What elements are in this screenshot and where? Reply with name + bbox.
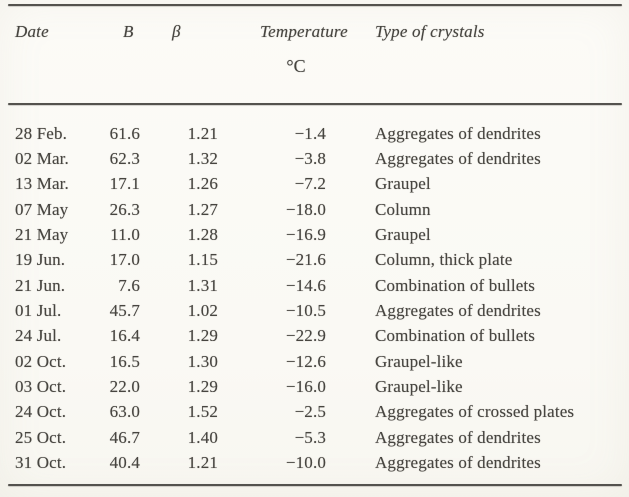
- crystal-type-cell: Column, thick plate: [375, 250, 513, 270]
- table-row: [0, 197, 629, 222]
- date-cell: 01 Jul.: [15, 300, 62, 320]
- date-cell: 02 Mar.: [15, 148, 69, 168]
- table-row: [0, 374, 629, 399]
- temperature-cell: −3.8: [294, 148, 326, 168]
- column-header-type-of-crystals: Type of crystals: [375, 22, 485, 41]
- table-row: [0, 323, 629, 348]
- temperature-cell: −1.4: [294, 123, 326, 143]
- table-row: [0, 450, 629, 475]
- beta-cell: 1.21: [187, 123, 218, 143]
- beta-cell: 1.30: [187, 351, 218, 371]
- table-row: [0, 146, 629, 171]
- crystal-type-cell: Aggregates of dendrites: [375, 148, 541, 168]
- beta-cell: 1.32: [187, 148, 218, 168]
- date-cell: 21 May: [15, 224, 69, 244]
- spacer-cell: [326, 247, 375, 272]
- date-cell: 31 Oct.: [15, 452, 67, 472]
- table-top-rule: [8, 4, 622, 6]
- b-cell: 46.7: [109, 427, 140, 447]
- temperature-cell: −16.9: [285, 224, 326, 244]
- table-row: [0, 399, 629, 424]
- crystal-type-cell: Aggregates of dendrites: [375, 452, 541, 472]
- date-cell: 19 Jun.: [15, 250, 66, 270]
- b-cell: 11.0: [110, 224, 140, 244]
- crystal-type-cell: Aggregates of dendrites: [375, 300, 541, 320]
- table-header-rule: [8, 103, 622, 105]
- table-body: [0, 121, 629, 476]
- b-cell: 17.1: [109, 174, 140, 194]
- table-row: [0, 121, 629, 146]
- table-row: [0, 247, 629, 272]
- spacer-cell: [326, 450, 375, 475]
- column-header-beta: β: [172, 22, 181, 41]
- temperature-unit-label: °C: [286, 56, 306, 76]
- spacer-cell: [326, 222, 375, 247]
- b-cell: 40.4: [109, 452, 140, 472]
- date-cell: 03 Oct.: [15, 376, 67, 396]
- beta-cell: 1.26: [187, 174, 218, 194]
- table-row: [0, 298, 629, 323]
- spacer-cell: [326, 374, 375, 399]
- crystal-type-cell: Column: [375, 199, 431, 219]
- temperature-cell: −14.6: [285, 275, 326, 295]
- crystal-type-cell: Combination of bullets: [375, 326, 536, 346]
- spacer-cell: [326, 146, 375, 171]
- crystal-type-cell: Graupel-like: [375, 351, 463, 371]
- spacer-cell: [326, 171, 375, 196]
- beta-cell: 1.28: [187, 224, 218, 244]
- crystal-type-cell: Graupel: [375, 224, 431, 244]
- b-cell: 7.6: [118, 275, 140, 295]
- b-cell: 63.0: [109, 402, 140, 422]
- crystal-type-cell: Aggregates of crossed plates: [375, 402, 575, 422]
- b-cell: 45.7: [109, 300, 140, 320]
- spacer-cell: [326, 399, 375, 424]
- beta-cell: 1.15: [187, 250, 218, 270]
- beta-cell: 1.40: [187, 427, 218, 447]
- table-row: [0, 425, 629, 450]
- table-bottom-rule: [8, 484, 622, 486]
- b-cell: 22.0: [109, 376, 140, 396]
- temperature-cell: −16.0: [285, 376, 326, 396]
- table-row: [0, 222, 629, 247]
- temperature-cell: −21.6: [285, 250, 326, 270]
- beta-cell: 1.31: [187, 275, 218, 295]
- b-cell: 16.5: [109, 351, 140, 371]
- temperature-cell: −10.0: [285, 452, 326, 472]
- date-cell: 25 Oct.: [15, 427, 67, 447]
- b-cell: 26.3: [109, 199, 140, 219]
- date-cell: 02 Oct.: [15, 351, 67, 371]
- spacer-cell: [326, 349, 375, 374]
- temperature-cell: −22.9: [285, 326, 326, 346]
- crystal-type-cell: Graupel-like: [375, 376, 463, 396]
- column-header-temperature: Temperature: [260, 22, 348, 41]
- table-row: [0, 349, 629, 374]
- spacer-cell: [326, 273, 375, 298]
- b-cell: 62.3: [109, 148, 140, 168]
- crystal-type-cell: Combination of bullets: [375, 275, 536, 295]
- temperature-cell: −7.2: [294, 174, 326, 194]
- date-cell: 28 Feb.: [15, 123, 68, 143]
- spacer-cell: [326, 298, 375, 323]
- date-cell: 21 Jun.: [15, 275, 66, 295]
- spacer-cell: [326, 197, 375, 222]
- temperature-cell: −5.3: [294, 427, 326, 447]
- temperature-cell: −10.5: [285, 300, 326, 320]
- table-row: [0, 171, 629, 196]
- b-cell: 17.0: [109, 250, 140, 270]
- column-header-b: B: [123, 22, 134, 41]
- beta-cell: 1.29: [187, 326, 218, 346]
- crystal-type-cell: Graupel: [375, 174, 431, 194]
- column-header-date: Date: [15, 22, 49, 41]
- temperature-cell: −18.0: [285, 199, 326, 219]
- spacer-cell: [326, 323, 375, 348]
- b-cell: 16.4: [109, 326, 140, 346]
- b-cell: 61.6: [109, 123, 140, 143]
- date-cell: 07 May: [15, 199, 69, 219]
- temperature-cell: −2.5: [294, 402, 326, 422]
- beta-cell: 1.21: [187, 452, 218, 472]
- beta-cell: 1.29: [187, 376, 218, 396]
- date-cell: 24 Jul.: [15, 326, 62, 346]
- crystal-type-cell: Aggregates of dendrites: [375, 427, 541, 447]
- spacer-cell: [326, 121, 375, 146]
- temperature-cell: −12.6: [285, 351, 326, 371]
- date-cell: 24 Oct.: [15, 402, 67, 422]
- crystal-type-cell: Aggregates of dendrites: [375, 123, 541, 143]
- table-row: [0, 273, 629, 298]
- beta-cell: 1.52: [187, 402, 218, 422]
- spacer-cell: [326, 425, 375, 450]
- beta-cell: 1.02: [187, 300, 218, 320]
- beta-cell: 1.27: [187, 199, 218, 219]
- date-cell: 13 Mar.: [15, 174, 69, 194]
